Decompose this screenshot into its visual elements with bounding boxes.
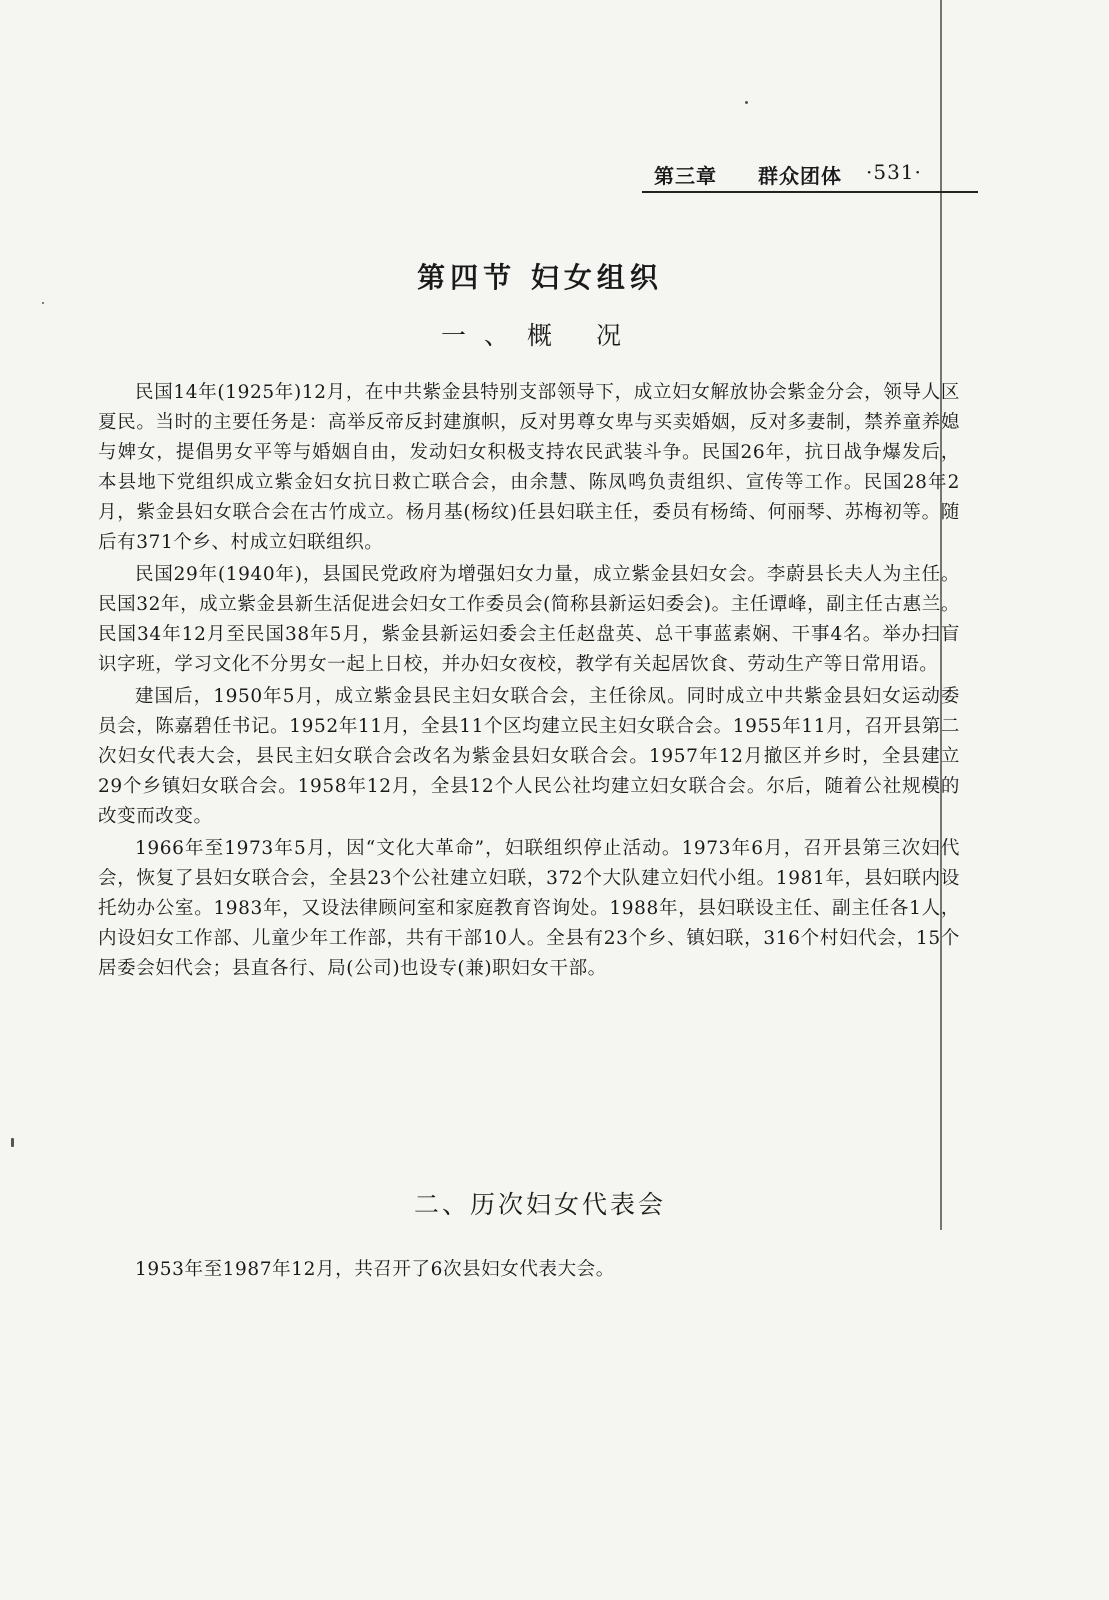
scan-speck xyxy=(745,101,748,104)
paragraph: 民国14年(1925年)12月，在中共紫金县特别支部领导下，成立妇女解放协会紫金分会，领导人区夏民。当时的主要任务是：高举反帝反封建旗帜，反对男尊女卑与买卖婚姻，反对多妻制，禁养童养媳与婢女，提倡男女平等与婚姻自由，发动妇女积极支持农民武装斗争。民国26年，抗日战争爆发后，本县地下党组织成立紫金妇女抗日救亡联合会，由余慧、陈凤鸣负责组织、宣传等工作。民国28年2月，紫金县妇女联合会在古竹成立。杨月基(杨纹)任县妇联主任，委员有杨绮、何丽琴、苏梅初等。随后有371个乡、村成立妇联组织。 xyxy=(98,382,960,553)
chapter-subject: 群众团体 xyxy=(758,164,842,188)
body-text xyxy=(98,378,960,984)
scan-speck xyxy=(42,302,44,304)
section-title: 第四节 妇女组织 xyxy=(417,261,663,294)
closing-paragraph: 1953年至1987年12月，共召开了6次县妇女代表大会。 xyxy=(135,1259,615,1280)
paragraph: 民国29年(1940年)，县国民党政府为增强妇女力量，成立紫金县妇女会。李蔚县长夫人为主任。民国32年，成立紫金县新生活促进会妇女工作委员会(简称县新运妇委会)。主任谭峰，副主任古惠兰。民国34年12月至民国38年5月，紫金县新运妇委会主任赵盘英、总干事蓝素娴、干事4名。举办扫盲识字班，学习文化不分男女一起上日校，并办妇女夜校，教学有关起居饮食、劳动生产等日常用语。 xyxy=(98,564,960,675)
header-rule xyxy=(642,191,978,193)
scan-speck xyxy=(11,1138,14,1147)
page-number: ·531· xyxy=(866,160,922,184)
subsection-title-overview: 一、概 况 xyxy=(441,321,639,350)
paragraph: 1966年至1973年5月，因“文化大革命”，妇联组织停止活动。1973年6月，召开县第三次妇代会，恢复了县妇女联合会，全县23个公社建立妇联，372个大队建立妇代小组。1981年，县妇联内设托幼办公室。1983年，又设法律顾问室和家庭教育咨询处。1988年，县妇联设主任、副主任各1人，内设妇女工作部、儿童少年工作部，共有干部10人。全县有23个乡、镇妇联，316个村妇代会，15个居委会妇代会；县直各行、局(公司)也设专(兼)职妇女干部。 xyxy=(98,838,960,979)
chapter-label: 第三章 xyxy=(654,164,717,188)
running-header xyxy=(654,154,976,190)
paragraph: 建国后，1950年5月，成立紫金县民主妇女联合会，主任徐凤。同时成立中共紫金县妇女运动委员会，陈嘉碧任书记。1952年11月，全县11个区均建立民主妇女联合会。1955年11月，召开县第二次妇女代表大会，县民主妇女联合会改名为紫金县妇女联合会。1957年12月撤区并乡时，全县建立29个乡镇妇女联合会。1958年12月，全县12个人民公社均建立妇女联合会。尔后，随着公社规模的改变而改变。 xyxy=(98,686,960,827)
subsection-title-congresses: 二、历次妇女代表会 xyxy=(413,1190,666,1219)
